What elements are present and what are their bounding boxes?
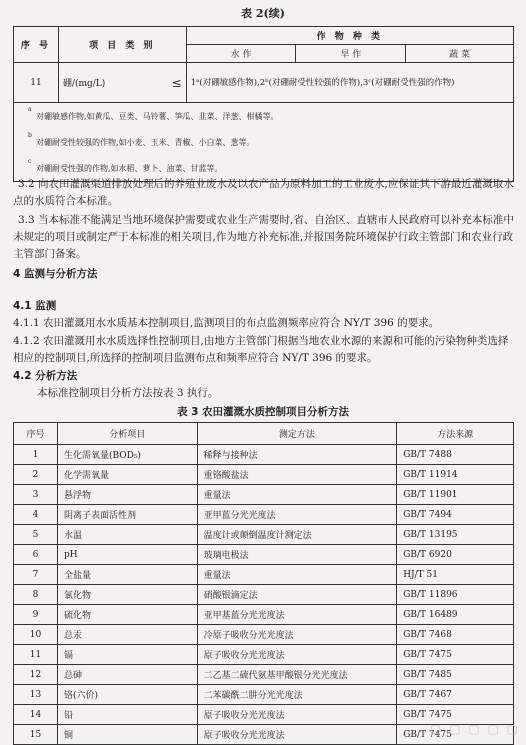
table3-cell-item: 氯化物 bbox=[57, 585, 197, 605]
table-row bbox=[14, 485, 514, 505]
table2-subheader-veg: 蔬 菜 bbox=[406, 45, 514, 63]
table3-cell-source: GB/T 16489 bbox=[397, 605, 514, 625]
table3-cell-seq: 10 bbox=[14, 625, 58, 645]
table-row bbox=[14, 645, 514, 665]
table3-cell-item: 总砷 bbox=[57, 665, 197, 685]
table3-cell-source: GB/T 7468 bbox=[397, 625, 514, 645]
paragraph-3-2: 3.2 向农田灌溉渠道排放处理后的养殖业废水及以农产品为原料加工的工业废水,应保证其下游最近灌溉取水点的水质符合本标准。 bbox=[13, 178, 514, 207]
note-mark: c bbox=[28, 158, 32, 165]
table3-cell-seq: 9 bbox=[14, 605, 58, 625]
table3-cell-method: 亚甲基蓝分光光度法 bbox=[197, 605, 397, 625]
table3-cell-source: GB/T 11901 bbox=[397, 485, 514, 505]
table3-cell-source: HJ/T 51 bbox=[397, 565, 514, 585]
table3-cell-source: GB/T 7475 bbox=[397, 705, 514, 725]
table2-note bbox=[14, 129, 514, 155]
table3-cell-source: GB/T 7485 bbox=[397, 665, 514, 685]
table2-header-item: 项 目 类 别 bbox=[58, 27, 186, 63]
table3-cell-seq: 12 bbox=[14, 665, 58, 685]
paragraph-4-1-2: 4.1.2 农田灌溉用水水质选择性控制项目,由地方主管部门根据当地农业水源的来源和可能的污染物种类选择相应的控制项目,所选择的控制项目监测布点和频率应符合 NY/T 396 的要求。 bbox=[13, 335, 509, 364]
table-row bbox=[14, 505, 514, 525]
table2-header-seq: 序 号 bbox=[14, 27, 59, 63]
table2-row-value: 1ᵃ(对硼敏感作物),2ᵇ(对硼耐受性较强的作物),3ᶜ(对硼耐受性强的作物) bbox=[186, 63, 513, 103]
table3-cell-method: 原子吸收分光光度法 bbox=[197, 725, 397, 745]
table3-cell-method: 温度计或颠倒温度计测定法 bbox=[197, 525, 397, 545]
table2-subheader-water: 水 作 bbox=[186, 45, 296, 63]
heading-4: 4 监测与分析方法 bbox=[13, 268, 98, 280]
table3-cell-seq: 3 bbox=[14, 485, 58, 505]
table-row bbox=[14, 585, 514, 605]
table3-cell-method: 二苯碳酰二肼分光光度法 bbox=[197, 685, 397, 705]
table3-cell-method: 冷原子吸收分光光度法 bbox=[197, 625, 397, 645]
table3-cell-source: GB/T 7467 bbox=[397, 685, 514, 705]
table3-cell-item: 生化需氧量(BOD₅) bbox=[57, 445, 197, 465]
table3-cell-seq: 7 bbox=[14, 565, 58, 585]
table3-cell-seq: 8 bbox=[14, 585, 58, 605]
table3-cell-source: GB/T 7475 bbox=[397, 645, 514, 665]
table3-cell-seq: 2 bbox=[14, 465, 58, 485]
table-row bbox=[14, 565, 514, 585]
table3-cell-method: 重量法 bbox=[197, 565, 397, 585]
paragraph-3-3: 3.3 当本标准不能满足当地环境保护需要或农业生产需要时,省、自治区、直辖市人民政府可以补充本标准中未规定的项目或制定严于本标准的相关项目,作为地方补充标准,并报国务院环境保护行政主管部门和农业行政主管部门备案。 bbox=[13, 214, 514, 260]
table3-cell-item: 总汞 bbox=[57, 625, 197, 645]
table3-cell-seq: 13 bbox=[14, 685, 58, 705]
table3-cell-method: 原子吸收分光光度法 bbox=[197, 645, 397, 665]
table3-cell-item: pH bbox=[57, 545, 197, 565]
table3-body bbox=[14, 445, 514, 745]
table3-cell-method: 二乙基二硫代氨基甲酸银分光光度法 bbox=[197, 665, 397, 685]
heading-4-1: 4.1 监测 bbox=[13, 300, 57, 312]
table3-cell-source: GB/T 7494 bbox=[397, 505, 514, 525]
table-row bbox=[14, 665, 514, 685]
table3-cell-seq: 15 bbox=[14, 725, 58, 745]
table3 bbox=[13, 422, 514, 745]
table2-title: 表 2(续) bbox=[241, 7, 285, 20]
table3-cell-item: 硫化物 bbox=[57, 605, 197, 625]
table2 bbox=[13, 26, 514, 182]
note-text: 对硼耐受性强的作物,如水稻、萝卜、油菜、甘蓝等。 bbox=[36, 163, 223, 173]
table3-cell-item: 水温 bbox=[57, 525, 197, 545]
table-row bbox=[14, 605, 514, 625]
table3-cell-method: 重铬酸盐法 bbox=[197, 465, 397, 485]
table3-header-method: 测定方法 bbox=[197, 423, 397, 445]
note-text: 对硼耐受性较强的作物,如小麦、玉米、青椒、小白菜、葱等。 bbox=[36, 137, 255, 147]
table3-cell-method: 稀释与接种法 bbox=[197, 445, 397, 465]
table3-cell-item: 铅 bbox=[57, 705, 197, 725]
table-row bbox=[14, 525, 514, 545]
table3-cell-seq: 1 bbox=[14, 445, 58, 465]
table3-cell-source: GB/T 7475 bbox=[397, 725, 514, 745]
paragraph-4-2: 本标准控制项目分析方法按表 3 执行。 bbox=[37, 387, 219, 399]
table3-cell-item: 悬浮物 bbox=[57, 485, 197, 505]
table3-cell-method: 重量法 bbox=[197, 485, 397, 505]
note-mark: a bbox=[28, 106, 32, 113]
table3-cell-source: GB/T 13195 bbox=[397, 525, 514, 545]
table2-row-seq: 11 bbox=[14, 63, 59, 103]
table-row bbox=[14, 685, 514, 705]
table3-header-item: 分析项目 bbox=[57, 423, 197, 445]
table3-cell-method: 硝酸银滴定法 bbox=[197, 585, 397, 605]
table3-cell-item: 铜 bbox=[57, 725, 197, 745]
table3-cell-seq: 14 bbox=[14, 705, 58, 725]
table2-row-op: ≤ bbox=[156, 63, 186, 103]
table3-cell-source: GB/T 6920 bbox=[397, 545, 514, 565]
table3-cell-item: 全盐量 bbox=[57, 565, 197, 585]
table3-cell-item: 镉 bbox=[57, 645, 197, 665]
table3-cell-seq: 4 bbox=[14, 505, 58, 525]
paragraph-4-1-1: 4.1.1 农田灌溉用水水质基本控制项目,监测项目的布点监测频率应符合 NY/T 396 的要求。 bbox=[13, 317, 440, 329]
table3-cell-source: GB/T 11896 bbox=[397, 585, 514, 605]
table-row bbox=[14, 545, 514, 565]
table-row bbox=[14, 445, 514, 465]
table-row bbox=[14, 625, 514, 645]
table3-cell-item: 阴离子表面活性剂 bbox=[57, 505, 197, 525]
table2-note bbox=[14, 103, 514, 130]
table3-cell-seq: 6 bbox=[14, 545, 58, 565]
table-row bbox=[14, 465, 514, 485]
table3-cell-item: 铬(六价) bbox=[57, 685, 197, 705]
table2-subheader-dry: 旱 作 bbox=[296, 45, 406, 63]
note-text: 对硼敏感作物,如黄瓜、豆类、马铃薯、笋瓜、韭菜、洋葱、柑橘等。 bbox=[36, 111, 279, 121]
table3-cell-seq: 5 bbox=[14, 525, 58, 545]
table2-row-item: 硼/(mg/L) bbox=[58, 63, 156, 103]
table3-cell-method: 亚甲蓝分光光度法 bbox=[197, 505, 397, 525]
table3-cell-method: 原子吸收分光光度法 bbox=[197, 705, 397, 725]
table3-cell-seq: 11 bbox=[14, 645, 58, 665]
note-mark: b bbox=[28, 132, 32, 139]
table3-cell-method: 玻璃电极法 bbox=[197, 545, 397, 565]
watermark: ▢ ▢ ▢ ▢ ▢ bbox=[430, 722, 520, 736]
table3-cell-source: GB/T 11914 bbox=[397, 465, 514, 485]
table3-title: 表 3 农田灌溉水质控制项目分析方法 bbox=[176, 406, 350, 418]
table3-header-seq: 序号 bbox=[14, 423, 58, 445]
table3-cell-source: GB/T 7488 bbox=[397, 445, 514, 465]
table3-cell-item: 化学需氧量 bbox=[57, 465, 197, 485]
table2-header-crop: 作 物 种 类 bbox=[186, 27, 513, 45]
heading-4-2: 4.2 分析方法 bbox=[13, 370, 78, 382]
table3-header-source: 方法来源 bbox=[397, 423, 514, 445]
